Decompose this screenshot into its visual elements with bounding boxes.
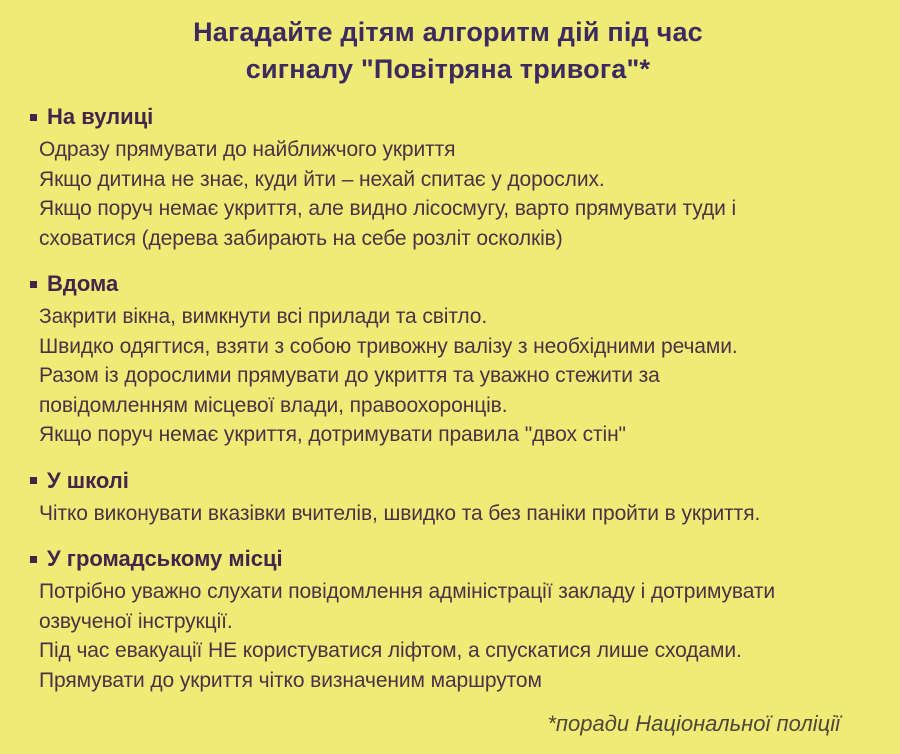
body-line: Одразу прямувати до найближчого укриття	[39, 138, 456, 161]
section-heading-label: У громадському місці	[47, 546, 283, 571]
section-heading-label: У школі	[47, 467, 129, 493]
bullet-square-icon	[30, 114, 37, 121]
body-line: Разом із дорослими прямувати до укриття та уважно стежити за	[39, 364, 660, 387]
bullet-square-icon	[30, 556, 37, 563]
section-heading	[30, 271, 866, 297]
section-heading	[30, 468, 866, 494]
bullet-square-icon	[30, 477, 37, 484]
body-line: Потрібно уважно слухати повідомлення адміністрації закладу і дотримувати	[39, 580, 776, 603]
section-heading-label: На вулиці	[47, 104, 154, 129]
section-public-place	[30, 546, 866, 695]
section-heading-label: Вдома	[47, 271, 119, 296]
page-title-line-1: Нагадайте дітям алгоритм дій під час	[193, 17, 703, 47]
section-at-home	[30, 271, 866, 450]
section-heading	[30, 104, 866, 130]
page-title-line-2: сигналу "Повітряна тривога"*	[245, 54, 651, 84]
body-line: Швидко одягтися, взяти з собою тривожну валізу з необхідними речами.	[39, 334, 738, 358]
body-line: повідомленням місцевої влади, правоохоронців.	[39, 393, 508, 417]
footer-note: *поради Національної поліції	[547, 711, 840, 736]
body-line: Закрити вікна, вимкнути всі прилади та світло.	[39, 305, 488, 328]
body-line: Якщо поруч немає укриття, дотримувати правила "двох стін"	[39, 423, 626, 446]
body-line: Під час евакуації НЕ користуватися ліфтом, а спускатися лише сходами.	[39, 639, 742, 662]
body-line: озвученої інструкції.	[39, 609, 233, 633]
body-line: Якщо дитина не знає, куди йти – нехай спитає у дорослих.	[39, 167, 605, 191]
page-title	[30, 14, 866, 88]
bullet-square-icon	[30, 281, 37, 288]
section-on-street	[30, 104, 866, 253]
body-line: сховатися (дерева забирають на себе розліт осколків)	[39, 226, 563, 250]
body-line: Прямувати до укриття чітко визначеним маршрутом	[39, 668, 542, 692]
body-line: Якщо поруч немає укриття, але видно лісосмугу, варто прямувати туди і	[39, 197, 737, 220]
section-heading	[30, 546, 866, 572]
body-line: Чітко виконувати вказівки вчителів, швидко та без паніки пройти в укриття.	[39, 501, 761, 525]
section-at-school	[30, 468, 866, 529]
